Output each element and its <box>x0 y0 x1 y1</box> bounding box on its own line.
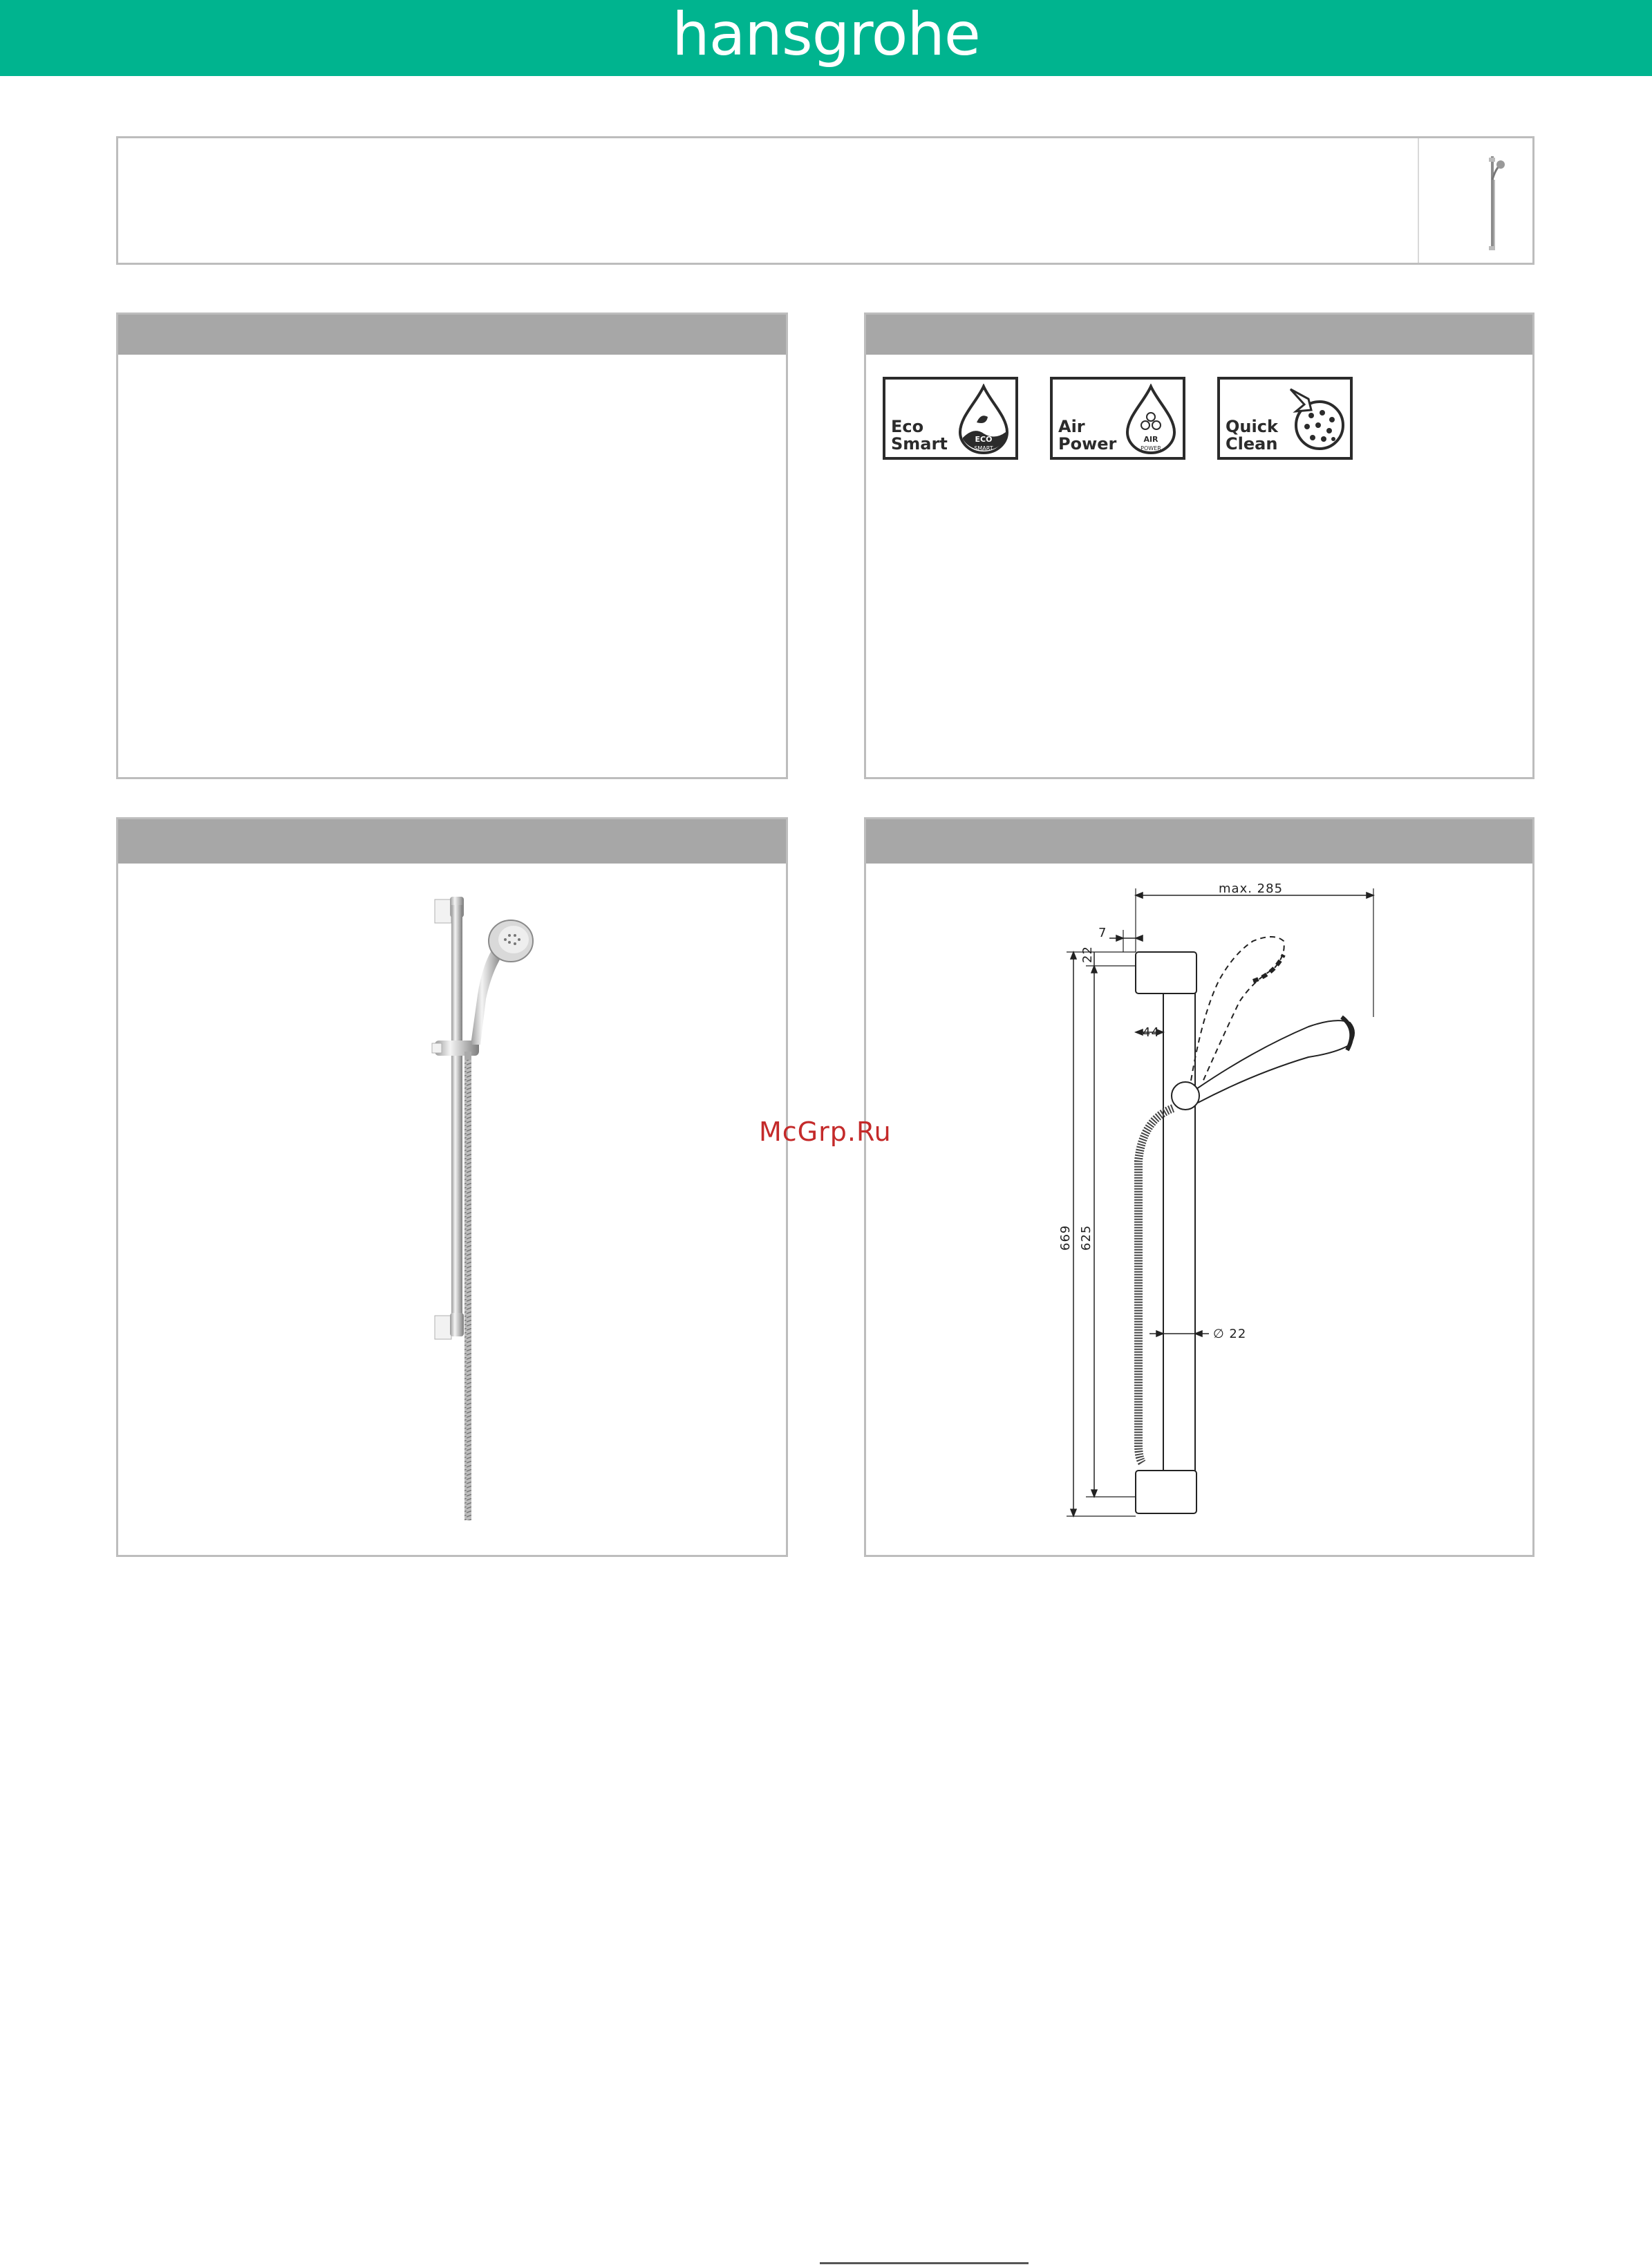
eco-smart-drop-icon <box>956 384 1011 456</box>
features-panel <box>864 312 1534 779</box>
air-badge-sub: POWER <box>1141 445 1161 451</box>
quick-clean-nozzle-icon <box>1284 384 1346 456</box>
dim-total-height: 669 <box>1058 1224 1073 1251</box>
title-box <box>116 136 1534 265</box>
dim-rail-height: 625 <box>1079 1224 1093 1251</box>
feature-label: Quick Clean <box>1226 417 1278 454</box>
feature-label: Eco Smart <box>891 417 948 454</box>
footer-line <box>820 2262 1029 2264</box>
dimension-drawing <box>866 864 1532 1555</box>
title-divider <box>1418 138 1419 263</box>
dim-top-gap: 22 <box>1080 946 1095 963</box>
eco-badge-sub: SMART <box>974 445 993 451</box>
technical-drawing-panel <box>864 817 1534 1557</box>
air-badge-text: AIR <box>1143 435 1158 444</box>
brand-logo: hansgrohe <box>672 0 980 69</box>
eco-badge-text: ECO <box>975 435 993 444</box>
feature-quick-clean <box>1217 377 1353 460</box>
product-image-panel-header <box>118 819 786 864</box>
product-image-panel <box>116 817 788 1557</box>
dim-offset-top: 7 <box>1098 926 1107 940</box>
dim-rail-diameter: ∅ 22 <box>1213 1327 1247 1341</box>
feature-air-power <box>1050 377 1185 460</box>
air-power-drop-icon <box>1123 384 1179 456</box>
description-panel <box>116 312 788 779</box>
product-thumbnail-icon <box>1466 152 1521 254</box>
technical-drawing-panel-header <box>866 819 1532 864</box>
watermark: McGrp.Ru <box>759 1117 892 1147</box>
dim-holder-offset: 44 <box>1143 1025 1160 1040</box>
dim-max-reach: max. 285 <box>1219 881 1284 896</box>
shower-set-image <box>118 864 786 1555</box>
description-panel-header <box>118 315 786 355</box>
features-panel-header <box>866 315 1532 355</box>
feature-label: Air Power <box>1058 417 1117 454</box>
feature-eco-smart <box>883 377 1018 460</box>
